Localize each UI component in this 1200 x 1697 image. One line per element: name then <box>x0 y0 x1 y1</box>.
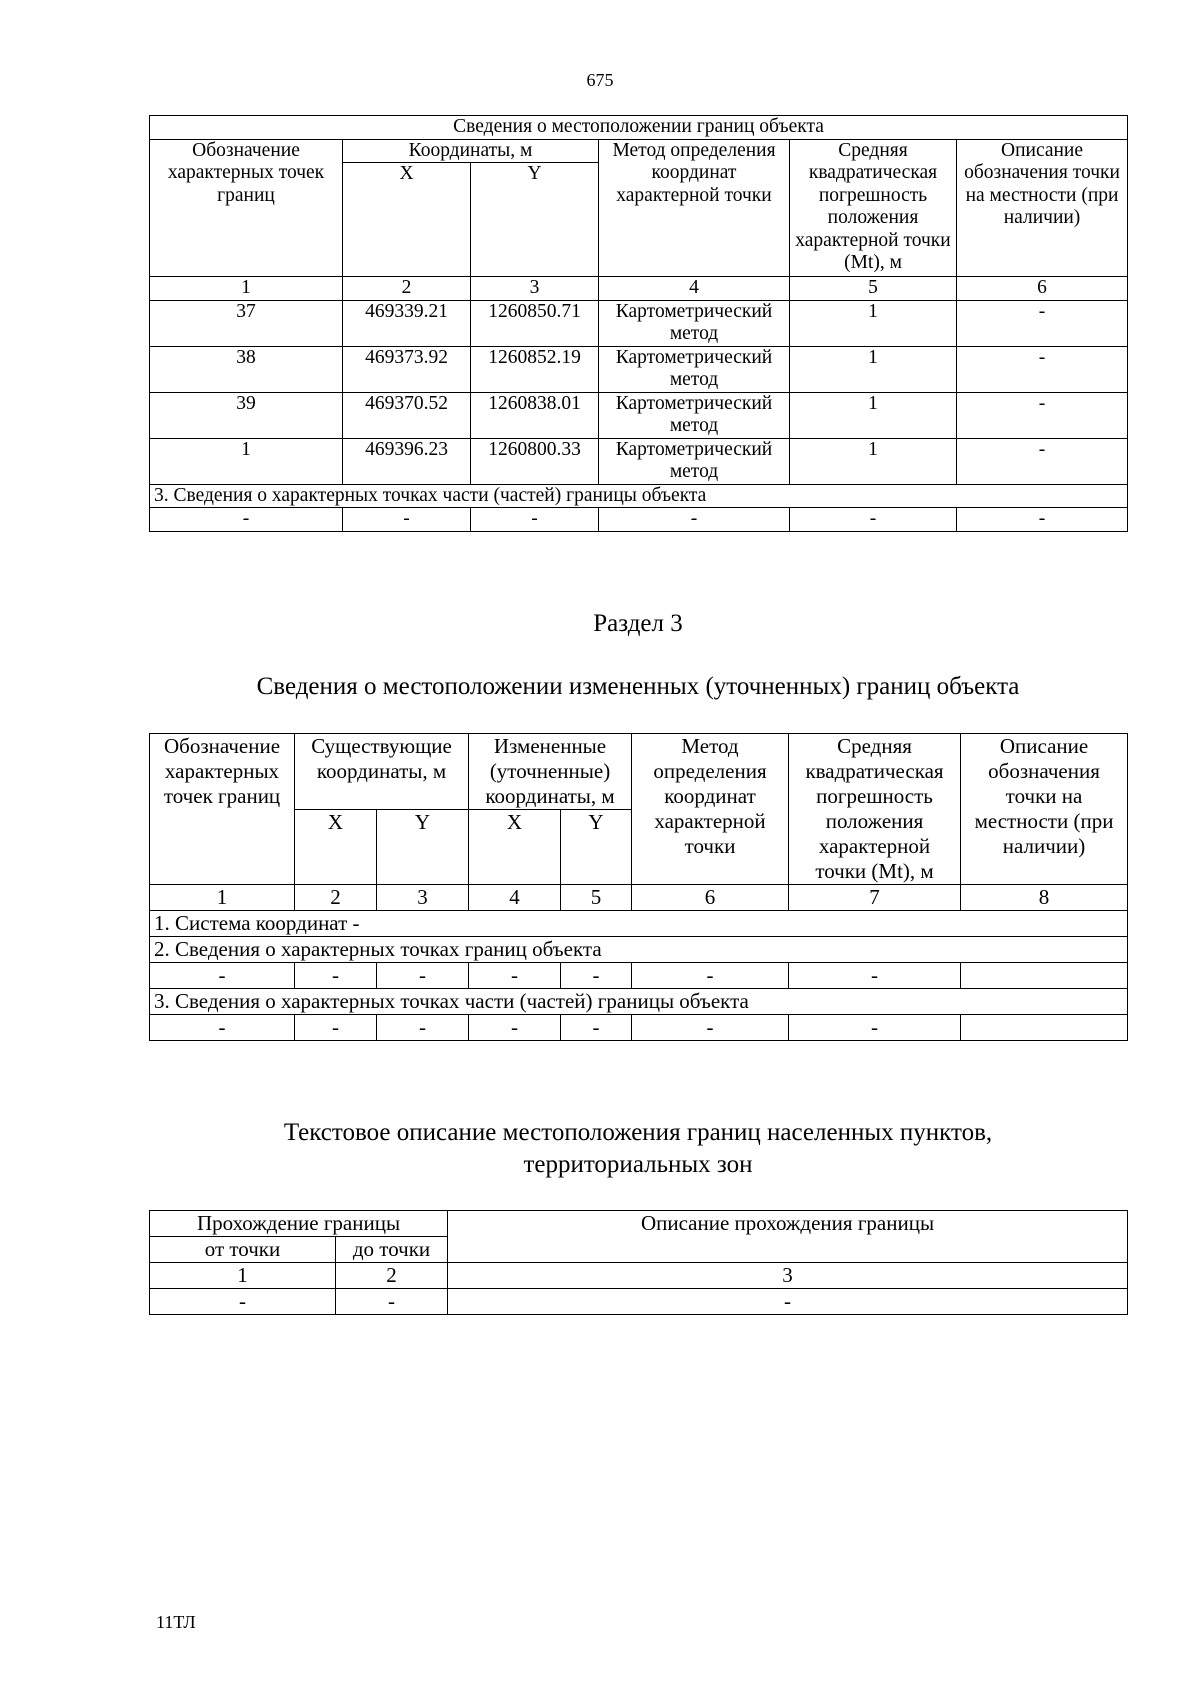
section-title: Раздел 3 <box>593 610 683 637</box>
cell-y: 1260850.71 <box>471 300 599 346</box>
header-y: Y <box>377 810 469 885</box>
col-num: 3 <box>448 1263 1128 1289</box>
cell-empty: - <box>336 1289 448 1315</box>
cell-x: 469373.92 <box>343 346 471 392</box>
cell-empty: - <box>789 963 961 989</box>
cell-empty: - <box>632 963 789 989</box>
boundary-location-table <box>149 115 1128 532</box>
cell-empty <box>961 963 1128 989</box>
header-existing-coords: Существующие координаты, м <box>295 734 469 810</box>
cell-empty: - <box>469 1015 561 1041</box>
cell-empty: - <box>448 1289 1128 1315</box>
cell-description: - <box>957 438 1128 484</box>
cell-x: 469339.21 <box>343 300 471 346</box>
cell-empty: - <box>561 1015 632 1041</box>
cell-empty: - <box>599 508 790 532</box>
col-num: 3 <box>471 277 599 301</box>
header-x: X <box>469 810 561 885</box>
col-num: 2 <box>295 885 377 911</box>
header-x: X <box>295 810 377 885</box>
col-num: 6 <box>957 277 1128 301</box>
section-3-label: 3. Сведения о характерных точках части (частей) границы объекта <box>150 989 1128 1015</box>
cell-empty: - <box>150 1289 336 1315</box>
header-error: Средняя квадратическая погрешность положения характерной точки (Mt), м <box>790 139 957 277</box>
col-num: 6 <box>632 885 789 911</box>
header-changed-coords: Измененные (уточненные) координаты, м <box>469 734 632 810</box>
table-row <box>150 346 1128 392</box>
table-row <box>150 508 1128 532</box>
table-caption: Сведения о местоположении границ объекта <box>150 116 1128 140</box>
coordinate-system-label: 1. Система координат - <box>150 911 1128 937</box>
page-number: 675 <box>586 70 614 90</box>
header-y: Y <box>561 810 632 885</box>
cell-empty: - <box>471 508 599 532</box>
header-coords: Координаты, м <box>343 139 599 163</box>
cell-empty: - <box>377 963 469 989</box>
cell-point: 37 <box>150 300 343 346</box>
cell-method: Картометрический метод <box>599 438 790 484</box>
heading-line: территориальных зон <box>523 1151 753 1178</box>
col-num: 4 <box>599 277 790 301</box>
cell-point: 1 <box>150 438 343 484</box>
col-num: 1 <box>150 1263 336 1289</box>
cell-error: 1 <box>790 346 957 392</box>
cell-description: - <box>957 392 1128 438</box>
col-num: 7 <box>789 885 961 911</box>
col-num: 3 <box>377 885 469 911</box>
column-numbers-row <box>150 885 1128 911</box>
header-description: Описание обозначения точки на местности (при наличии) <box>961 734 1128 885</box>
table-row <box>150 1289 1128 1315</box>
cell-empty: - <box>957 508 1128 532</box>
cell-empty: - <box>150 508 343 532</box>
table-row <box>150 1015 1128 1041</box>
header-point: Обозначение характерных точек границ <box>150 139 343 277</box>
header-passage-description: Описание прохождения границы <box>448 1211 1128 1263</box>
cell-x: 469370.52 <box>343 392 471 438</box>
cell-y: 1260838.01 <box>471 392 599 438</box>
cell-empty: - <box>150 963 295 989</box>
cell-empty: - <box>790 508 957 532</box>
table-row <box>150 392 1128 438</box>
header-method: Метод определения координат характерной точки <box>599 139 790 277</box>
table-row <box>150 963 1128 989</box>
cell-x: 469396.23 <box>343 438 471 484</box>
table-row <box>150 438 1128 484</box>
col-num: 1 <box>150 885 295 911</box>
header-y: Y <box>471 163 599 277</box>
header-to-point: до точки <box>336 1237 448 1263</box>
column-numbers-row <box>150 277 1128 301</box>
col-num: 8 <box>961 885 1128 911</box>
heading-line: Текстовое описание местоположения границ населенных пунктов, <box>283 1119 993 1146</box>
section-subtitle: Сведения о местоположении измененных (уточненных) границ объекта <box>256 673 1020 700</box>
cell-empty: - <box>150 1015 295 1041</box>
header-x: X <box>343 163 471 277</box>
cell-empty: - <box>469 963 561 989</box>
col-num: 4 <box>469 885 561 911</box>
cell-method: Картометрический метод <box>599 392 790 438</box>
cell-empty <box>961 1015 1128 1041</box>
header-description: Описание обозначения точки на местности (при наличии) <box>957 139 1128 277</box>
header-error: Средняя квадратическая погрешность положения характерной точки (Mt), м <box>789 734 961 885</box>
header-passage: Прохождение границы <box>150 1211 448 1237</box>
text-description-heading <box>149 1117 1127 1181</box>
cell-method: Картометрический метод <box>599 346 790 392</box>
cell-empty: - <box>295 963 377 989</box>
cell-point: 38 <box>150 346 343 392</box>
changed-boundaries-table <box>149 733 1128 1041</box>
cell-y: 1260852.19 <box>471 346 599 392</box>
cell-error: 1 <box>790 438 957 484</box>
header-point: Обозначение характерных точек границ <box>150 734 295 885</box>
section-3-label: 3. Сведения о характерных точках части (частей) границы объекта <box>150 484 1128 508</box>
cell-error: 1 <box>790 392 957 438</box>
cell-empty: - <box>789 1015 961 1041</box>
cell-point: 39 <box>150 392 343 438</box>
cell-y: 1260800.33 <box>471 438 599 484</box>
header-method: Метод определения координат характерной точки <box>632 734 789 885</box>
cell-description: - <box>957 346 1128 392</box>
cell-description: - <box>957 300 1128 346</box>
footer-code: 11ТЛ <box>156 1612 196 1632</box>
header-from-point: от точки <box>150 1237 336 1263</box>
col-num: 2 <box>343 277 471 301</box>
cell-empty: - <box>377 1015 469 1041</box>
cell-method: Картометрический метод <box>599 300 790 346</box>
col-num: 5 <box>561 885 632 911</box>
cell-empty: - <box>632 1015 789 1041</box>
cell-empty: - <box>343 508 471 532</box>
col-num: 1 <box>150 277 343 301</box>
section-2-label: 2. Сведения о характерных точках границ объекта <box>150 937 1128 963</box>
column-numbers-row <box>150 1263 1128 1289</box>
col-num: 5 <box>790 277 957 301</box>
cell-empty: - <box>561 963 632 989</box>
cell-empty: - <box>295 1015 377 1041</box>
table-row <box>150 300 1128 346</box>
col-num: 2 <box>336 1263 448 1289</box>
boundary-passage-table <box>149 1210 1128 1315</box>
cell-error: 1 <box>790 300 957 346</box>
